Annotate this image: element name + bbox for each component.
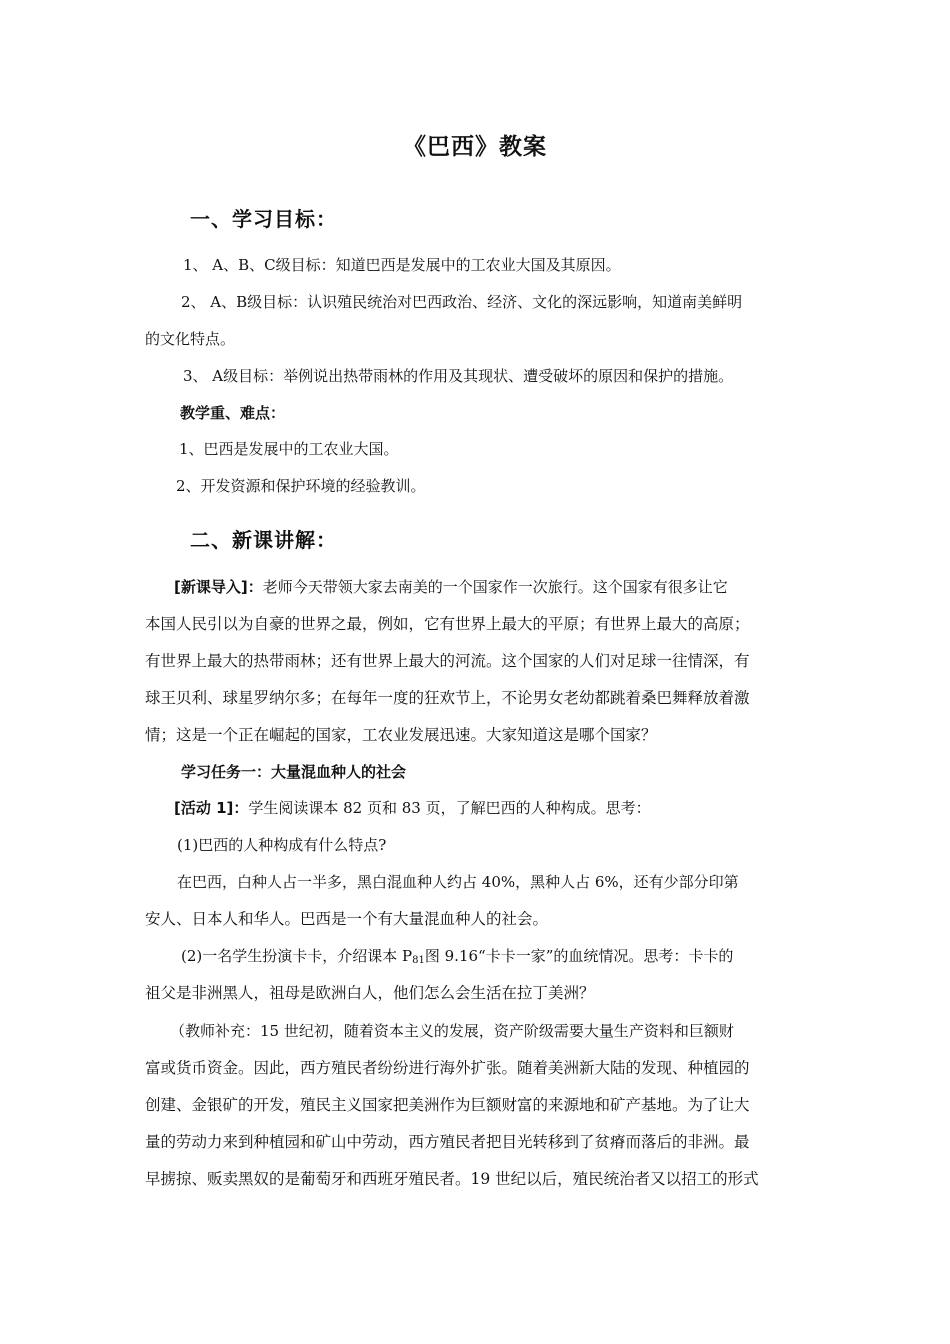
section-heading-lesson: 二、新课讲解： — [190, 528, 337, 552]
question-line — [181, 946, 733, 971]
answer-line: 安人、日本人和华人。巴西是一个有大量混血种人的社会。 — [145, 910, 549, 928]
intro-paragraph-line: 本国人民引以为自豪的世界之最，例如，它有世界上最大的平原；有世界上最大的高原； — [145, 615, 750, 633]
page-subscript: 81 — [412, 955, 425, 966]
goal-line: 1、 A、B、C级目标：知道巴西是发展中的工农业大国及其原因。 — [183, 256, 621, 274]
teacher-note-line: 富或货币资金。因此，西方殖民者纷纷进行海外扩张。随着美洲新大陆的发现、种植园的 — [145, 1059, 750, 1077]
goal-line: 2、 A、B级目标：认识殖民统治对巴西政治、经济、文化的深远影响，知道南美鲜明 — [181, 293, 743, 311]
question-line: (1)巴西的人种构成有什么特点? — [177, 836, 387, 854]
activity-line — [174, 798, 651, 818]
intro-paragraph-line: 情；这是一个正在崛起的国家，工农业发展迅速。大家知道这是哪个国家？ — [145, 726, 657, 744]
intro-paragraph-line: 有世界上最大的热带雨林；还有世界上最大的河流。这个国家的人们对足球一往情深，有 — [145, 652, 750, 670]
intro-text: 老师今天带领大家去南美的一个国家作一次旅行。这个国家有很多让它 — [262, 578, 728, 596]
goal-line: 的文化特点。 — [145, 330, 236, 348]
intro-label: [新课导入]： — [174, 578, 263, 596]
activity-label: [活动 1]： — [174, 799, 249, 817]
teacher-note-line: 量的劳动力来到种植园和矿山中劳动，西方殖民者把目光转移到了贫瘠而落后的非洲。最 — [145, 1133, 750, 1151]
intro-paragraph-line: 球王贝利、球星罗纳尔多；在每年一度的狂欢节上，不论男女老幼都跳着桑巴舞释放着激 — [145, 689, 750, 707]
teacher-note-line: （教师补充：15 世纪初，随着资本主义的发展，资产阶级需要大量生产资料和巨额财 — [170, 1022, 734, 1040]
question-line: 祖父是非洲黑人，祖母是欧洲白人，他们怎么会生活在拉丁美洲？ — [145, 984, 595, 1002]
answer-line: 在巴西，白种人占一半多，黑白混血种人约占 40%，黑种人占 6%，还有少部分印第 — [177, 873, 739, 891]
key-points-label: 教学重、难点： — [180, 404, 286, 422]
intro-paragraph-line — [174, 577, 728, 597]
goal-line: 3、 A级目标：举例说出热带雨林的作用及其现状、遭受破坏的原因和保护的措施。 — [183, 367, 734, 385]
task-heading: 学习任务一：大量混血种人的社会 — [181, 763, 407, 781]
question-text-after: 图 9.16“卡卡一家”的血统情况。思考：卡卡的 — [424, 947, 734, 965]
question-text-before: (2)一名学生扮演卡卡，介绍课本 P — [181, 947, 413, 965]
teacher-note-line: 创建、金银矿的开发，殖民主义国家把美洲作为巨额财富的来源地和矿产基地。为了让大 — [145, 1096, 750, 1114]
key-point-line: 2、开发资源和保护环境的经验教训。 — [176, 477, 426, 495]
document-title: 《巴西》教案 — [403, 134, 547, 160]
activity-text: 学生阅读课本 82 页和 83 页，了解巴西的人种构成。思考： — [248, 799, 651, 817]
section-heading-goals: 一、学习目标： — [190, 207, 337, 231]
key-point-line: 1、巴西是发展中的工农业大国。 — [179, 440, 399, 458]
teacher-note-line: 早掳掠、贩卖黑奴的是葡萄牙和西班牙殖民者。19 世纪以后，殖民统治者又以招工的形式 — [145, 1170, 759, 1188]
